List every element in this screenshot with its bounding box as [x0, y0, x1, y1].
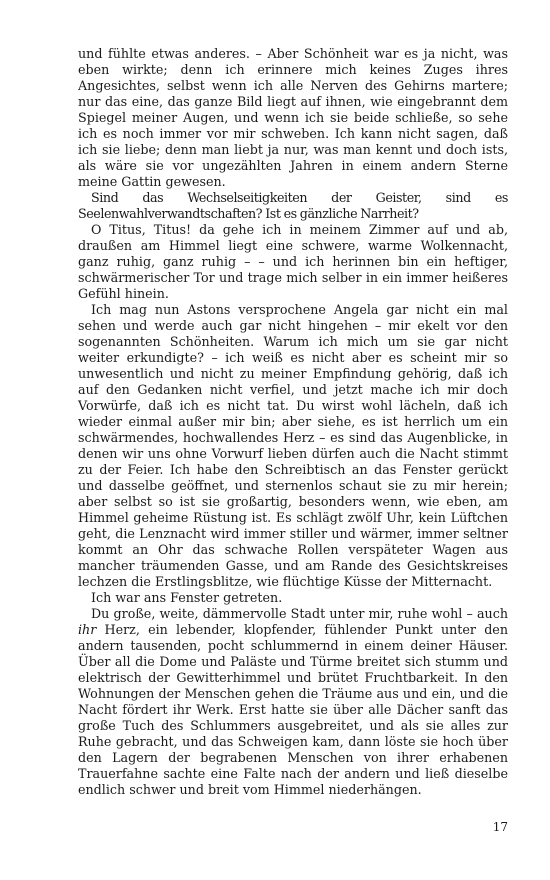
italic-emphasis: ihr	[78, 622, 97, 637]
paragraph: Sind das Wechselseitigkeiten der Geister, sind es Seelenwahlverwandtschaften? Ist es gänzliche Narrheit?	[78, 190, 508, 221]
text-run: Du große, weite, dämmervolle Stadt unter mir, ruhe wohl – auch	[91, 606, 508, 621]
paragraph: O Titus, Titus! da gehe ich in meinem Zimmer auf und ab, draußen am Himmel liegt eine schwere, warme Wolkennacht, ganz ruhig, ganz ruhig – – und ich herinnen bin ein heftiger, schwärmerischer Tor und trage mich selber in ein immer heißeres Gefühl hinein.	[78, 222, 508, 301]
paragraph: Ich war ans Fenster getreten.	[91, 590, 283, 605]
text-run: Herz, ein lebender, klopfender, fühlender Punkt unter den andern tausenden, pocht schlummernd in einem deiner Häuser. Über all die Dome und Paläste und Türme breitet sich stumm und elektrisch der Gewitterhimmel und brütet Fruchtbarkeit. In den Wohnungen der Menschen gehen die Träume aus und ein, und die Nacht fördert ihr Werk. Erst hatte sie über alle Dächer sanft das große Tuch des Schlummers ausgebreitet, und als sie alles zur Ruhe gebracht, und das Schweigen kam, dann löste sie hoch über den Lagern der begrabenen Menschen von ihrer erhabenen Trauerfahne sachte eine Falte nach der andern und ließ dieselbe endlich schwer und breit vom Himmel niederhängen.	[78, 622, 508, 797]
page-number: 17	[492, 820, 508, 834]
paragraph-continuation: und fühlte etwas anderes. – Aber Schönheit war es ja nicht, was eben wirkte; denn ich erinnere mich keines Zuges ihres Angesichtes, selbst wenn ich alle Nerven des Gehirns martere; nur das eine, das ganze Bild liegt auf ihnen, wie eingebrannt dem Spiegel meiner Augen, und wenn ich sie beide schließe, so sehe ich es noch immer vor mir schweben. Ich kann nicht sagen, daß ich sie liebe; denn man liebt ja nur, was man kennt und doch ists, als wäre sie vor ungezählten Jahren in einem andern Sterne meine Gattin gewesen.	[78, 46, 508, 189]
paragraph-last	[78, 606, 508, 798]
paragraph: Ich mag nun Astons versprochene Angela gar nicht ein mal sehen und werde auch gar nicht hingehen – mir ekelt vor den sogenannten Schönheiten. Warum ich mich um sie gar nicht weiter erkundigte? – ich weiß es nicht aber es scheint mir so unwesentlich und nicht zu meiner Empfindung gehörig, daß ich auf den Gedanken nicht verfiel, und jetzt mache ich mir doch Vorwürfe, daß ich es nicht tat. Du wirst wohl lächeln, daß ich wieder einmal außer mir bin; aber siehe, es ist herrlich um ein schwärmendes, hochwallendes Herz – es sind das Augenblicke, in denen wir uns ohne Vorwurf lieben dürfen auch die Nacht stimmt zu der Feier. Ich habe den Schreibtisch an das Fenster gerückt und dasselbe geöffnet, und sternenlos schaut sie zu mir herein; aber selbst so ist sie großartig, besonders wenn, wie eben, am Himmel geheime Rüstung ist. Es schlägt zwölf Uhr, kein Lüftchen geht, die Lenznacht wird immer stiller und wärmer, immer seltner kommt an Ohr das schwache Rollen verspäteter Wagen aus mancher träumenden Gasse, und am Rande des Gesichtskreises lechzen die Erstlingsblitze, wie flüchtige Küsse der Mitternacht.	[78, 302, 508, 589]
page-body	[78, 46, 508, 798]
